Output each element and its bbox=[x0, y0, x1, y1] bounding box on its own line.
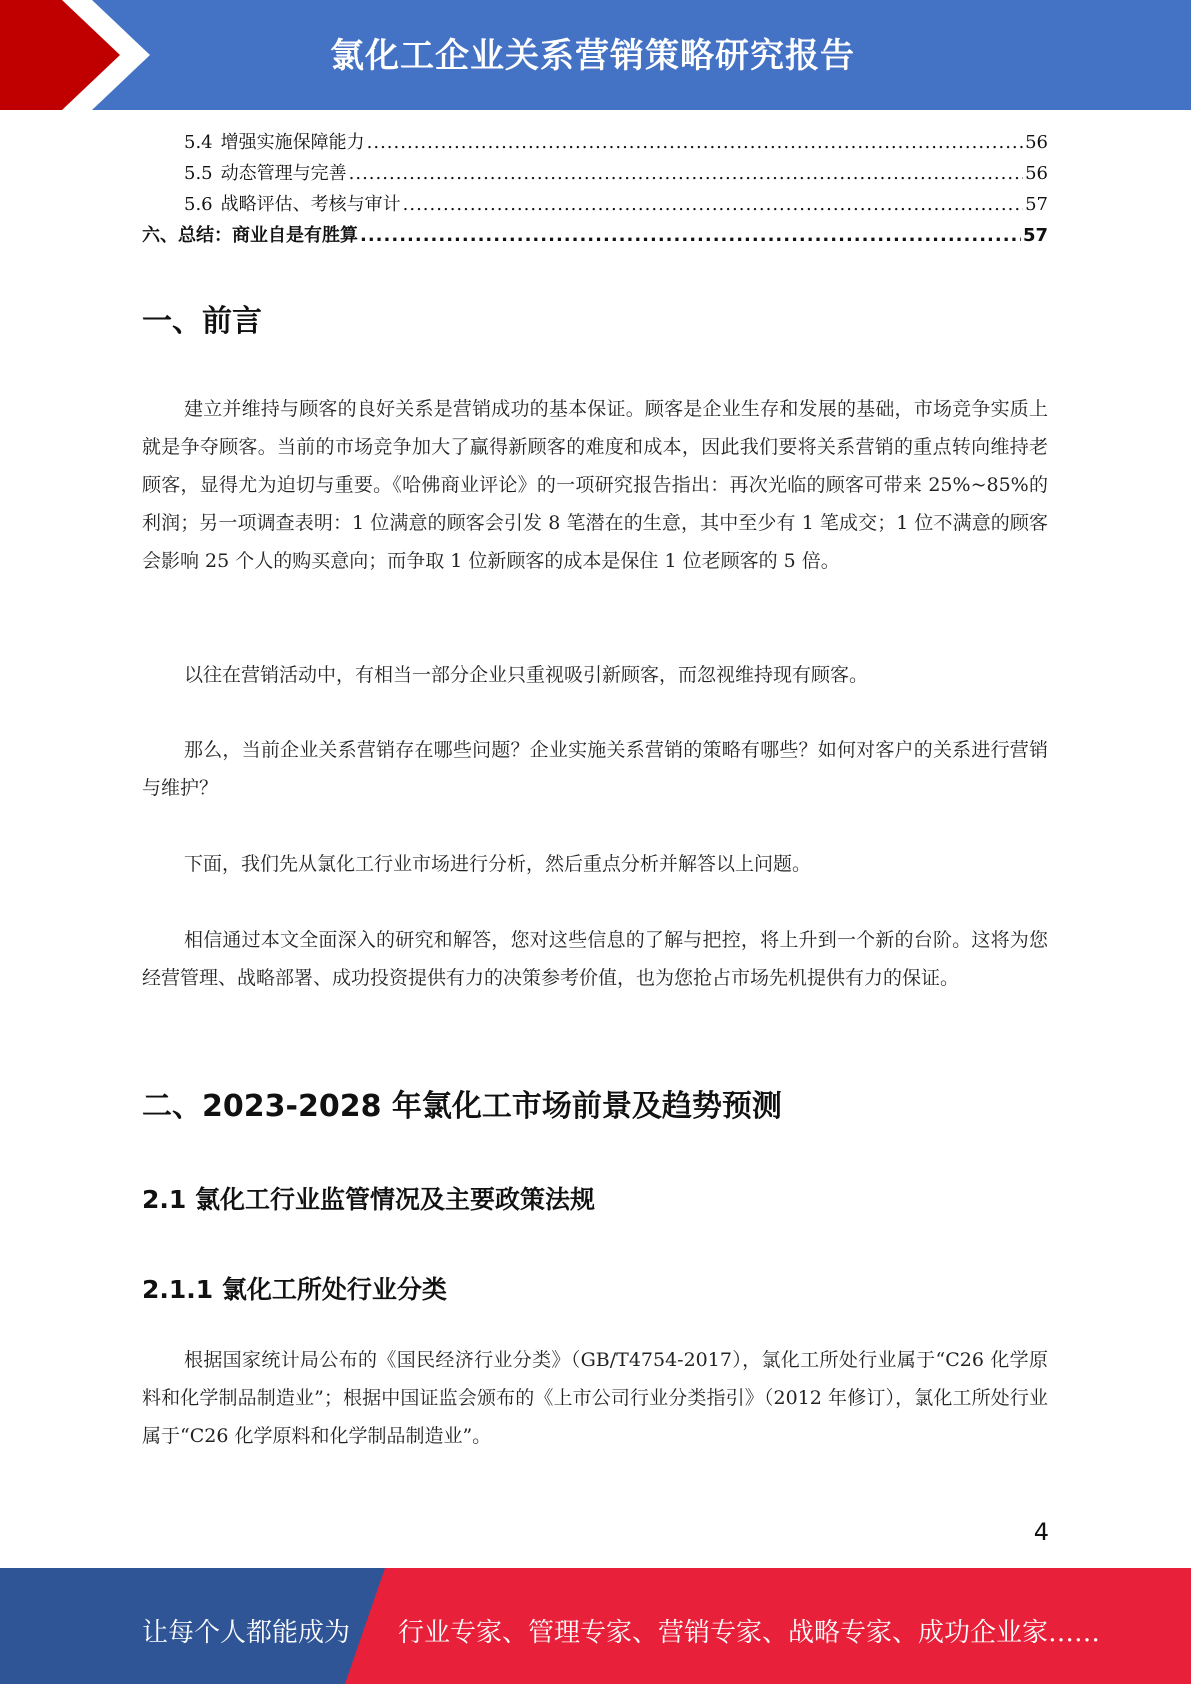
toc-page: 57 bbox=[1022, 225, 1048, 246]
toc-leader-dots bbox=[360, 225, 1021, 246]
footer-slogan-right: 行业专家、管理专家、营销专家、战略专家、成功企业家…… bbox=[398, 1618, 1101, 1648]
section-heading-forecast: 二、2023-2028 年氯化工市场前景及趋势预测 bbox=[142, 1089, 782, 1124]
toc-entry[interactable] bbox=[142, 190, 1048, 221]
toc-page: 56 bbox=[1025, 132, 1048, 153]
toc-label: 战略评估、考核与审计 bbox=[220, 194, 401, 215]
toc-entry[interactable] bbox=[142, 159, 1048, 190]
body-paragraph: 相信通过本文全面深入的研究和解答，您对这些信息的了解与把控，将上升到一个新的台阶。这将为您经营管理、战略部署、成功投资提供有力的决策参考价值，也为您抢占市场先机提供有力的保证。 bbox=[142, 929, 1048, 989]
report-title: 氯化工企业关系营销策略研究报告 bbox=[330, 36, 855, 76]
body-paragraph: 根据国家统计局公布的《国民经济行业分类》（GB/T4754-2017），氯化工所处行业属于“C26 化学原料和化学制品制造业”；根据中国证监会颁布的《上市公司行业分类指引》（2012 年修订），氯化工所处行业属于“C26 化学原料和化学制品制造业”。 bbox=[142, 1349, 1048, 1447]
toc-label: 增强实施保障能力 bbox=[220, 132, 365, 153]
page-header bbox=[0, 0, 1191, 110]
toc-label: 动态管理与完善 bbox=[220, 163, 347, 184]
toc-number: 5.6 bbox=[184, 194, 213, 215]
body-paragraph: 那么，当前企业关系营销存在哪些问题？企业实施关系营销的策略有哪些？如何对客户的关系进行营销与维护？ bbox=[142, 739, 1048, 799]
header-arrow-decoration bbox=[0, 0, 160, 110]
toc-page: 56 bbox=[1025, 163, 1048, 184]
page-number: 4 bbox=[1033, 1518, 1049, 1546]
toc-leader-dots bbox=[367, 132, 1023, 153]
section-heading-preface: 一、前言 bbox=[142, 304, 262, 339]
toc-entry[interactable] bbox=[142, 221, 1048, 252]
body-paragraph: 以往在营销活动中，有相当一部分企业只重视吸引新顾客，而忽视维持现有顾客。 bbox=[184, 664, 869, 686]
subsection-heading: 2.1 氯化工行业监管情况及主要政策法规 bbox=[142, 1185, 595, 1214]
toc-page: 57 bbox=[1025, 194, 1048, 215]
toc-leader-dots bbox=[403, 194, 1023, 215]
toc-leader-dots bbox=[349, 163, 1023, 184]
footer-slogan-left: 让每个人都能成为 bbox=[142, 1618, 351, 1648]
table-of-contents bbox=[142, 128, 1048, 252]
toc-label: 六、总结：商业自是有胜算 bbox=[142, 225, 358, 246]
toc-entry[interactable] bbox=[142, 128, 1048, 159]
page-footer bbox=[0, 1568, 1191, 1684]
body-paragraph: 下面，我们先从氯化工行业市场进行分析，然后重点分析并解答以上问题。 bbox=[184, 853, 812, 875]
body-paragraph: 建立并维持与顾客的良好关系是营销成功的基本保证。顾客是企业生存和发展的基础，市场竞争实质上就是争夺顾客。当前的市场竞争加大了赢得新顾客的难度和成本，因此我们要将关系营销的重点转向维持老顾客，显得尤为迫切与重要。《哈佛商业评论》的一项研究报告指出：再次光临的顾客可带来 25%~85%的利润；另一项调查表明：1 位满意的顾客会引发 8 笔潜在的生意，其中至少有 1 笔成交；1 位不满意的顾客会影响 25 个人的购买意向；而争取 1 位新顾客的成本是保住 1 位老顾客的 5 倍。 bbox=[142, 398, 1048, 572]
toc-number: 5.5 bbox=[184, 163, 213, 184]
toc-number: 5.4 bbox=[184, 132, 213, 153]
subsubsection-heading: 2.1.1 氯化工所处行业分类 bbox=[142, 1275, 447, 1304]
